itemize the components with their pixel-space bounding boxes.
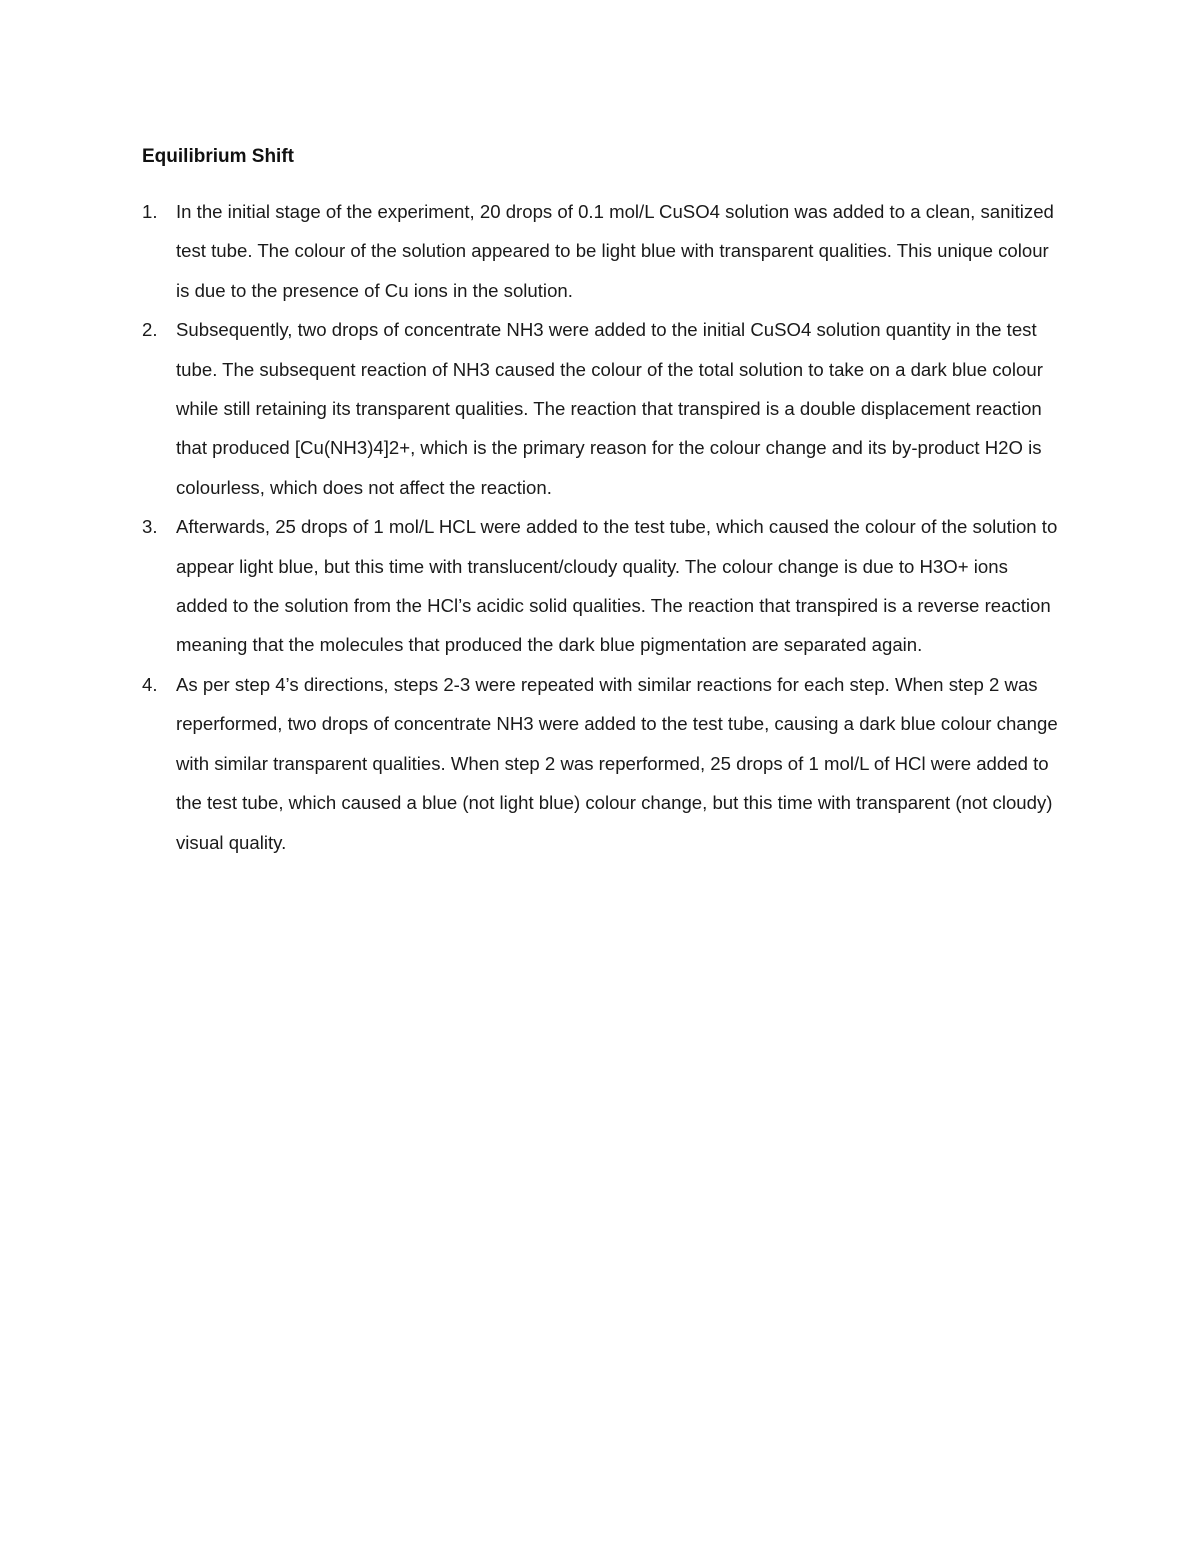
step-text: Afterwards, 25 drops of 1 mol/L HCL were added to the test tube, which caused the colour of the solution to appear light blue, but this time with translucent/cloudy quality. The colour change is due to H3O+ ions added to the solution from the HCl’s acidic solid qualities. The reaction that transpired is a reverse reaction meaning that the molecules that produced the dark blue pigmentation are separated again. — [176, 516, 1058, 656]
list-item — [142, 310, 1062, 507]
step-text: As per step 4’s directions, steps 2-3 were repeated with similar reactions for each step. When step 2 was reperformed, two drops of concentrate NH3 were added to the test tube, causing a dark blue colour change with similar transparent qualities. When step 2 was reperformed, 25 drops of 1 mol/L of HCl were added to the test tube, which caused a blue (not light blue) colour change, but this time with transparent (not cloudy) visual quality. — [176, 673, 1058, 853]
step-number: 1. — [142, 201, 158, 222]
step-number: 4. — [142, 673, 158, 695]
step-number: 3. — [142, 516, 158, 538]
list-item — [142, 507, 1062, 665]
step-text: In the initial stage of the experiment, 20 drops of 0.1 mol/L CuSO4 solution was added to a clean, sanitized test tube. The colour of the solution appeared to be light blue with transparent qualities. This unique colour is due to the presence of Cu ions in the solution. — [176, 201, 1054, 301]
document-title: Equilibrium Shift — [142, 146, 294, 167]
list-item — [142, 192, 1062, 310]
step-number: 2. — [142, 319, 158, 341]
list-item — [142, 665, 1062, 862]
step-text: Subsequently, two drops of concentrate NH3 were added to the initial CuSO4 solution quantity in the test tube. The subsequent reaction of NH3 caused the colour of the total solution to take on a dark blue colour while still retaining its transparent qualities. The reaction that transpired is a double displacement reaction that produced [Cu(NH3)4]2+, which is the primary reason for the colour change and its by-product H2O is colourless, which does not affect the reaction. — [176, 319, 1043, 498]
steps-list — [142, 192, 1062, 862]
